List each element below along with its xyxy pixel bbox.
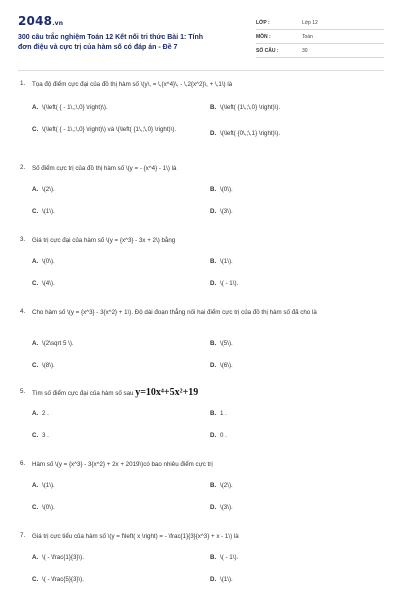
question-number: 5.: [20, 388, 26, 395]
option-letter: C.: [32, 362, 39, 369]
option-text: \( - 1\).: [220, 554, 239, 561]
option-letter: D.: [210, 208, 217, 215]
meta-key: LỚP :: [256, 20, 270, 26]
option-letter: B.: [210, 554, 217, 561]
header-divider: [18, 70, 384, 71]
option-letter: A.: [32, 186, 39, 193]
question-formula: y=10x⁴+5x²+19: [135, 387, 199, 398]
site-logo[interactable]: [18, 14, 63, 28]
option-text: \(2\).: [220, 482, 233, 489]
option-text: \(\left( { - 1\,;\,0} \right)\) và \(\left( {1\,;\,0} \right)\).: [42, 126, 177, 133]
option-letter: B.: [210, 186, 217, 193]
option-letter: C.: [32, 208, 39, 215]
document-header: [18, 14, 384, 64]
option-letter: B.: [210, 410, 217, 417]
question-text: Tọa độ điểm cực đại của đồ thị hàm số \(y\, = \,{x^4}\, - \,2{x^2}\, + \,1\) là: [32, 81, 233, 88]
option-text: \(\left( {0\,;\,1} \right)\).: [220, 130, 281, 137]
question-text: Hàm số \(y = {x^3} - 3{x^2} + 2x + 2019\)có bao nhiêu điểm cực trị: [32, 461, 213, 468]
option-letter: C.: [32, 504, 39, 511]
option-letter: B.: [210, 482, 217, 489]
option-text: \(2\).: [42, 186, 55, 193]
option-letter: B.: [210, 104, 217, 111]
meta-key: SỐ CÂU :: [256, 48, 279, 54]
option-text: \(1\).: [42, 208, 55, 215]
option-letter: C.: [32, 126, 39, 133]
option-letter: A.: [32, 554, 39, 561]
option-text: \(6\).: [220, 362, 233, 369]
option-text: \(5\).: [220, 340, 233, 347]
question-text: Giá trị cực đại của hàm số \(y = {x^3} - 3x + 2\) bằng: [32, 237, 176, 244]
option-letter: B.: [210, 258, 217, 265]
option-letter: A.: [32, 104, 39, 111]
question-text-lead: Tìm số điểm cực đại của hàm số sau: [32, 390, 134, 397]
option-letter: A.: [32, 258, 39, 265]
question-number: 7.: [20, 532, 26, 539]
meta-key: MÔN :: [256, 34, 271, 40]
option-letter: B.: [210, 340, 217, 347]
meta-value: Toán: [302, 34, 313, 40]
option-text: \( - 1\).: [220, 280, 239, 287]
option-text: \(4\).: [42, 280, 55, 287]
question-number: 2.: [20, 164, 26, 171]
meta-row-subject: [256, 30, 384, 44]
option-text: \( - \frac{5}{3}\).: [42, 576, 84, 583]
question-number: 1.: [20, 80, 26, 87]
option-text: \(1\).: [220, 576, 233, 583]
option-text: \(\left( {1\,;\,0} \right)\).: [220, 104, 281, 111]
option-letter: C.: [32, 280, 39, 287]
option-letter: D.: [210, 504, 217, 511]
option-text: \(\left( { - 1\,;\,0} \right)\).: [42, 104, 108, 111]
option-text: 0 .: [220, 432, 227, 439]
meta-row-count: [256, 44, 384, 58]
option-letter: C.: [32, 432, 39, 439]
question-number: 6.: [20, 460, 26, 467]
document-title: 300 câu trắc nghiệm Toán 12 Kết nối tri thức Bài 1: Tính đơn điệu và cực trị của hàm số có đáp án - Đề 7: [18, 34, 204, 51]
meta-value: 30: [302, 48, 308, 54]
option-letter: D.: [210, 432, 217, 439]
option-text: \(3\).: [220, 504, 233, 511]
option-letter: D.: [210, 362, 217, 369]
option-text: \(1\).: [42, 482, 55, 489]
meta-row-class: [256, 16, 384, 30]
question-text: Cho hàm số \(y = {x^3} - 3{x^2} + 1\). Độ dài đoạn thẳng nối hai điểm cực trị của đồ thị hàm số đã cho là: [32, 309, 317, 316]
option-text: \(8\).: [42, 362, 55, 369]
meta-table: [256, 16, 384, 58]
option-text: \(0\).: [42, 258, 55, 265]
option-text: 3 .: [42, 432, 49, 439]
question-text: Giá trị cực tiểu của hàm số \(y = f\left( x \right) = - \frac{1}{3}{x^3} + x - 1\) là: [32, 533, 239, 540]
logo-main: 2048: [18, 14, 53, 28]
option-letter: D.: [210, 130, 217, 137]
option-text: \(1\).: [220, 258, 233, 265]
option-text: \(3\).: [220, 208, 233, 215]
option-letter: C.: [32, 576, 39, 583]
option-text: \(2\sqrt 5 \).: [42, 340, 74, 347]
option-letter: A.: [32, 340, 39, 347]
option-text: \(0\).: [42, 504, 55, 511]
option-letter: D.: [210, 576, 217, 583]
question-number: 4.: [20, 308, 26, 315]
option-text: 2 .: [42, 410, 49, 417]
option-text: \(0\).: [220, 186, 233, 193]
meta-value: Lớp 12: [302, 20, 318, 26]
option-text: 1 .: [220, 410, 227, 417]
option-letter: A.: [32, 410, 39, 417]
logo-tld: .vn: [52, 20, 64, 27]
option-text: \( - \frac{1}{3}\).: [42, 554, 84, 561]
option-letter: A.: [32, 482, 39, 489]
question-text: Số điểm cực trị của đồ thị hàm số \(y = - {x^4} - 1\) là: [32, 165, 177, 172]
question-text: [32, 388, 378, 398]
question-number: 3.: [20, 236, 26, 243]
option-letter: D.: [210, 280, 217, 287]
